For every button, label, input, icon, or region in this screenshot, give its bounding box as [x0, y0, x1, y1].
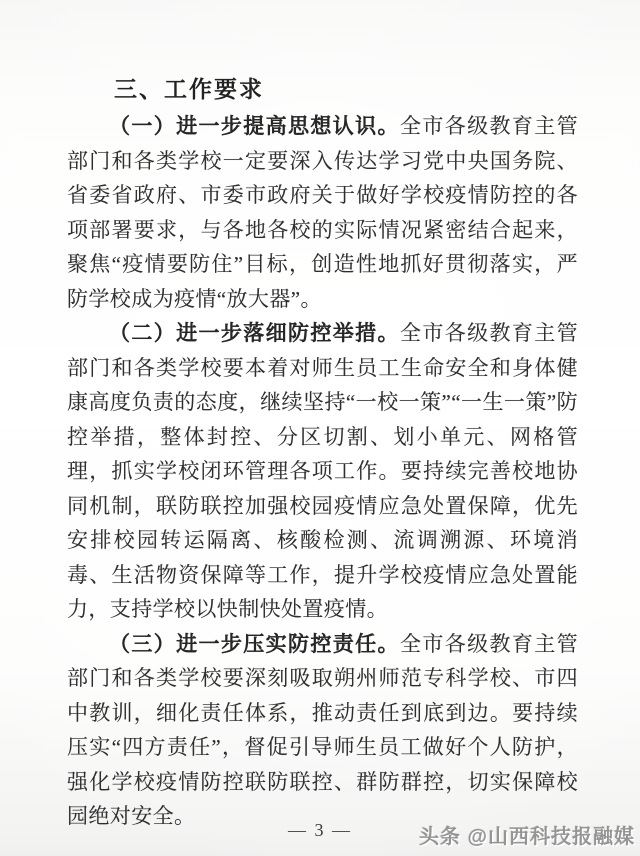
paragraph-3-lead: （三）进一步压实防控责任。	[109, 631, 400, 656]
document-body	[67, 76, 578, 834]
paragraph-3-text: 全市各级教育主管部门和各类学校要深刻吸取朔州师范专科学校、市四中教训，细化责任体系，推动责任到底到边。要持续压实“四方责任”，督促引导师生员工做好个人防护，强化学校疫情防控联防联控、群防群控，切实保障校园绝对安全。	[67, 631, 578, 828]
paragraph-2-lead: （二）进一步落细防控举措。	[109, 321, 400, 345]
paragraph-2-text: 全市各级教育主管部门和各类学校要本着对师生员工生命安全和身体健康高度负责的态度，继续坚持“一校一策”“一生一策”防控举措，整体封控、分区切割、划小单元、网格管理，抓实学校闭环管理各项工作。要持续完善校地协同机制，联防联控加强校园疫情应急处置保障，优先安排校园转运隔离、核酸检测、流调溯源、环境消毒、生活物资保障等工作，提升学校疫情应急处置能力，支持学校以快制快处置疫情。	[67, 321, 578, 621]
paragraph-1-text: 全市各级教育主管部门和各类学校一定要深入传达学习党中央国务院、省委省政府、市委市政府关于做好学校疫情防控的各项部署要求，与各地各校的实际情况紧密结合起来，聚焦“疫情要防住”目标，创造性地抓好贯彻落实，严防学校成为疫情“放大器”。	[67, 114, 578, 311]
section-title: 三、工作要求	[114, 76, 264, 102]
paragraph-3	[67, 627, 578, 834]
paragraph-2	[67, 316, 578, 627]
paragraph-1	[67, 109, 578, 316]
paragraph-1-lead: （一）进一步提高思想认识。	[109, 114, 400, 138]
page-number: — 3 —	[288, 820, 352, 840]
watermark-toutiao: 头条 @山西科技报融媒	[418, 826, 635, 848]
